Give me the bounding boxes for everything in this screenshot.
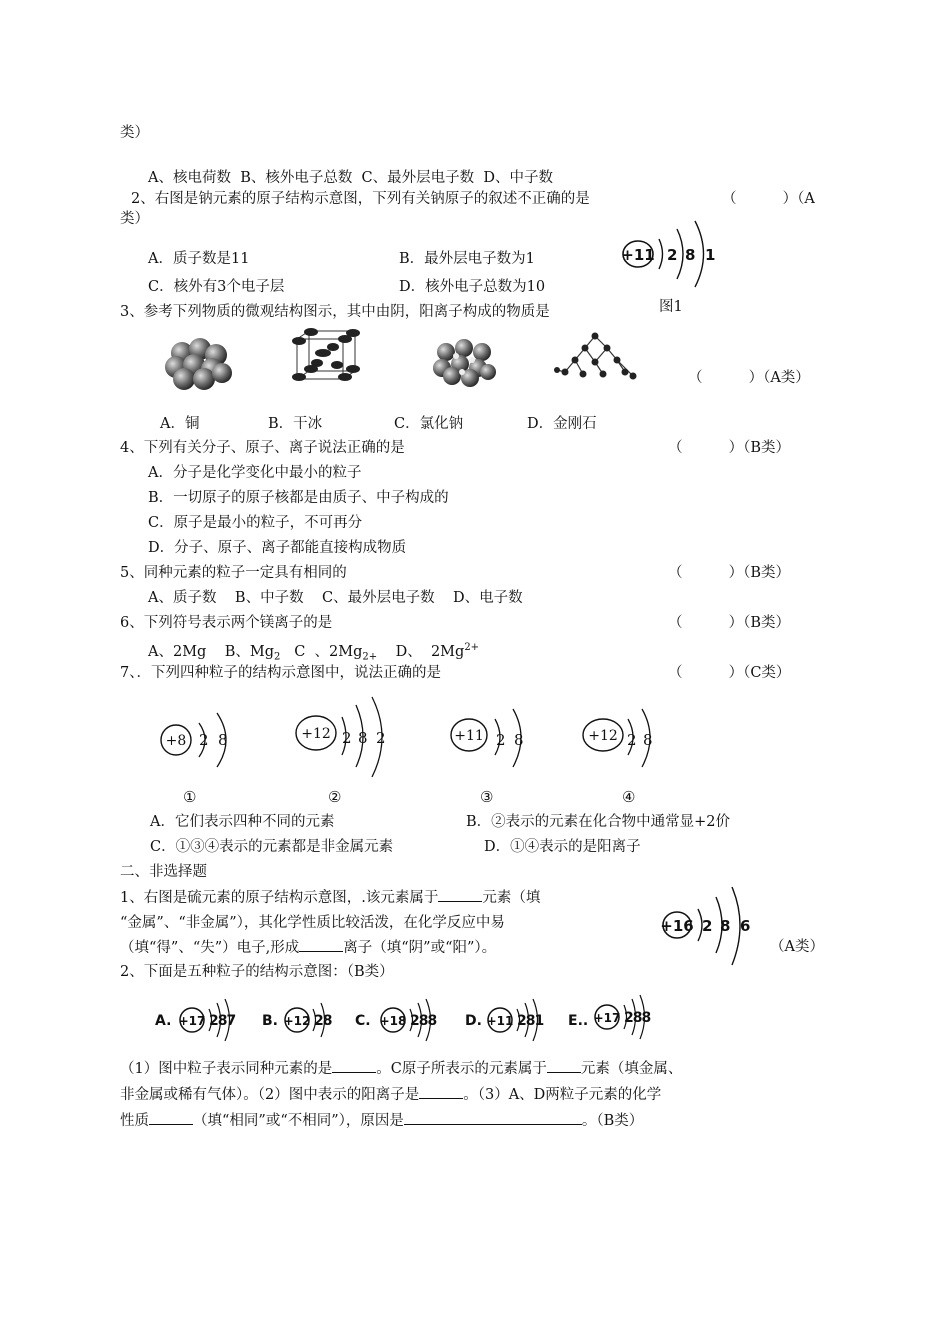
sodium-chloride-structure-image [432,336,502,388]
shell-2: 8 [685,246,696,264]
option-a: A．质子数是11 [148,251,250,267]
particle-b [262,1003,332,1037]
option-c: C．①③④表示的元素都是非金属元素 [150,839,394,855]
answer-bracket: （ ）（B类） [668,565,790,581]
option-c: C．氯化钠 [394,416,464,432]
option-a: A．铜 [160,416,200,432]
copper-structure-image [160,335,240,395]
question-2-2: 2、下面是五种粒子的结构示意图：（B类） [120,964,394,980]
answer-bracket: （ ）（A类） [688,370,810,386]
section-heading: 二、非选择题 [120,864,207,880]
figure-caption: 图1 [659,299,683,315]
sulfur-atom-diagram [660,885,770,967]
question-7: 7、．下列四种粒子的结构示意图中，说法正确的是 [120,665,441,681]
svg-text:2: 2 [376,729,386,747]
svg-text:+12: +12 [283,1014,311,1028]
answer-bracket: （ ）（C类） [668,665,791,681]
option-c: C．原子是最小的粒子，不可再分 [148,515,363,531]
option-line: A、2Mg B、$Mg_2$ C 、$2Mg_{2+}$ D、 $2Mg^{2+}$ [148,642,480,663]
svg-text:+18: +18 [379,1014,407,1028]
diamond-structure-image [555,330,640,385]
option-a: A．分子是化学变化中最小的粒子 [148,465,362,481]
option-b: B．干冰 [268,416,323,432]
svg-text:E..: E.. [568,1013,589,1029]
option-d: D．核外电子总数为10 [399,279,546,295]
svg-text:281: 281 [517,1013,544,1029]
particle-e [568,995,650,1039]
svg-text:B.: B. [262,1013,278,1029]
question-6: 6、下列符号表示两个镁离子的是 [120,615,333,631]
option-a: A．它们表示四种不同的元素 [150,814,335,830]
shell-3: 1 [705,246,716,264]
question-5: 5、同种元素的粒子一定具有相同的 [120,565,347,581]
svg-text:+12: +12 [301,726,331,742]
svg-text:+8: +8 [165,733,187,749]
option-line: A、质子数 B、中子数 C、最外层电子数 D、电子数 [148,590,523,606]
option-c: C．核外有3个电子层 [148,279,285,295]
svg-text:+11: +11 [486,1014,514,1028]
svg-text:2: 2 [199,731,209,749]
dry-ice-structure-image [287,325,367,387]
sodium-atom-diagram [615,215,725,295]
svg-text:288: 288 [410,1013,437,1029]
particle-d [465,999,543,1041]
question-2-1: 1、右图是硫元素的原子结构示意图，.该元素属于 元素（填 [120,887,540,908]
option-d: D．金刚石 [527,416,597,432]
text-line: 类） [120,125,149,141]
five-particle-diagrams [155,995,675,1045]
svg-text:2: 2 [627,731,637,749]
question-4: 4、下列有关分子、原子、离子说法正确的是 [120,440,405,456]
particle-diagram-3 [447,705,537,775]
category-label: （A类） [770,939,824,955]
svg-text:8: 8 [514,731,524,749]
diagram-number: ③ [480,788,494,806]
svg-text:28: 28 [314,1013,332,1029]
svg-text:8: 8 [643,731,653,749]
text-line: （填“得”、“失”）电子,形成 离子（填“阴”或“阳”）。 [120,937,496,958]
diagram-number: ④ [622,788,636,806]
shell-1: 2 [667,246,678,264]
diagram-number: ① [183,788,197,806]
svg-text:D.: D. [465,1013,482,1029]
svg-text:A.: A. [155,1013,172,1029]
svg-text:8: 8 [720,917,731,935]
question-2: 2、右图是钠元素的原子结构示意图，下列有关钠原子的叙述不正确的是 [131,191,590,207]
svg-text:2: 2 [496,731,506,749]
particle-c [355,999,436,1041]
svg-text:+12: +12 [588,728,618,744]
svg-text:+17: +17 [178,1014,206,1028]
option-line: A、核电荷数 B、核外电子总数 C、最外层电子数 D、中子数 [148,170,553,186]
nucleus-label: +11 [621,246,655,264]
svg-text:8: 8 [218,731,228,749]
particle-diagram-1 [155,705,245,775]
text-line: 非金属或稀有气体）。（2）图中表示的阳离子是 。（3）A、D两粒子元素的化学 [120,1084,661,1105]
svg-text:+16: +16 [660,917,694,935]
answer-bracket: （ ）（A [722,191,815,207]
text-line: 性质 （填“相同”或“不相同”），原因是 。（B类） [120,1110,643,1131]
option-b: B．②表示的元素在化合物中通常显+2价 [466,814,731,830]
particle-a [155,999,235,1041]
option-b: B．一切原子的原子核都是由质子、中子构成的 [148,490,449,506]
svg-text:8: 8 [358,729,368,747]
option-b: B．最外层电子数为1 [399,251,535,267]
text-line: （1）图中粒子表示同种元素的是 。C原子所表示的元素属于 元素（填金属、 [120,1058,682,1079]
answer-bracket: （ ）（B类） [668,615,790,631]
text-line: “金属”、“非金属”），其化学性质比较活泼，在化学反应中易 [120,915,505,931]
svg-text:2: 2 [342,729,352,747]
particle-diagram-2 [290,695,400,780]
text-line: 类） [120,211,149,227]
svg-text:+11: +11 [454,728,484,744]
svg-text:+17: +17 [593,1011,621,1025]
question-3: 3、参考下列物质的微观结构图示，其中由阴，阳离子构成的物质是 [120,304,550,320]
diagram-number: ② [328,788,342,806]
svg-text:287: 287 [209,1013,236,1029]
svg-text:C.: C. [355,1013,371,1029]
svg-text:2: 2 [702,917,713,935]
answer-bracket: （ ）（B类） [668,440,790,456]
svg-text:6: 6 [740,917,751,935]
option-d: D．分子、原子、离子都能直接构成物质 [148,540,407,556]
svg-text:288: 288 [624,1010,651,1026]
particle-diagram-4 [580,705,670,775]
option-d: D．①④表示的是阳离子 [484,839,641,855]
